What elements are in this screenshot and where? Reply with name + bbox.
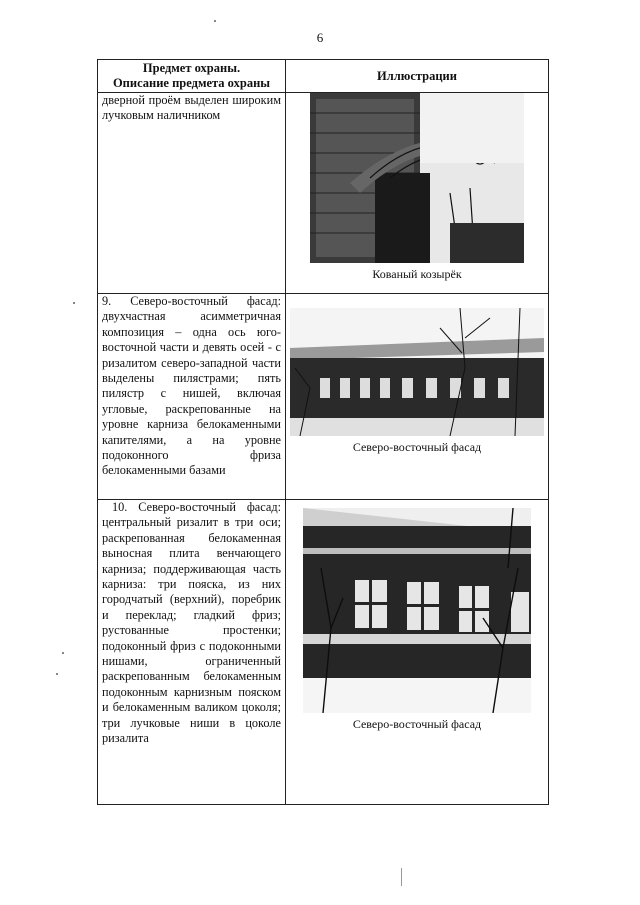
photo-canopy [310, 93, 524, 263]
row-text: 10. Северо-восточный фасад: центральный ризалит в три оси; раскрепованная белокаменная выносная плита венчающего карниза; поддерживающая часть карниза: три пояска, из них городчатый (верхний), поребрик и переклад; гладкий фриз; рустованные простенки; подоконный фриз с подоконными нишами, ограниченный раскрепованным белокаменным подоконным карнизным пояском и белокаменным валиком цоколя; три лучковые ниши в цоколе ризалита [102, 500, 281, 746]
header-subject-line1: Предмет охраны. [142, 61, 241, 75]
row-text: 9. Северо-восточный фасад: двухчастная асимметричная композиция – одна ось юго-восточной части и девять осей - с ризалитом северо-западной части выделены пилястрами; пять пилястр с нишей, включая угловые, раскрепованные на уровне карниза белокаменными капителями, а на уровне подоконного фриза белокаменными базами [102, 294, 281, 478]
header-subject-line2: Описание предмета охраны [112, 76, 271, 90]
row-text: дверной проём выделен широким лучковым наличником [102, 93, 281, 123]
header-illustrations: Иллюстрации [286, 60, 549, 93]
table-row [98, 294, 549, 500]
header-subject [98, 60, 286, 93]
photo-caption: Северо-восточный фасад [352, 440, 482, 454]
table-row [98, 500, 549, 805]
photo-facade-risalit [303, 508, 531, 713]
photo-facade-general [290, 308, 544, 436]
table-row [98, 93, 549, 294]
photo-caption: Северо-восточный фасад [352, 717, 482, 731]
protection-table [97, 59, 549, 805]
page-number: 6 [316, 30, 324, 45]
photo-caption: Кованый козырёк [372, 267, 462, 281]
